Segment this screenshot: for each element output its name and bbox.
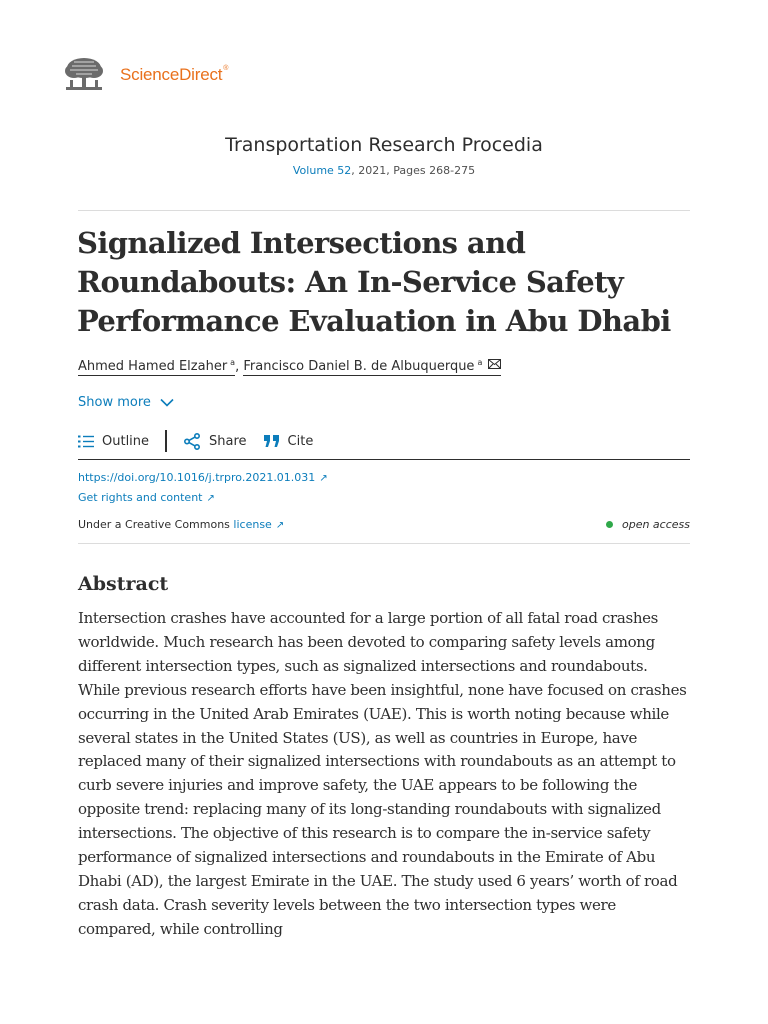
top-divider — [78, 210, 690, 211]
author-2[interactable]: Francisco Daniel B. de Albuquerque $^a$ — [243, 359, 501, 376]
cite-label: Cite — [287, 433, 314, 449]
toolbar-rule — [78, 459, 690, 460]
author-1[interactable]: Ahmed Hamed Elzaher $^a$ — [78, 358, 236, 375]
show-more-button[interactable] — [78, 395, 174, 410]
quote-icon — [264, 435, 280, 447]
share-icon — [183, 433, 201, 450]
article-toolbar — [78, 430, 313, 452]
external-arrow-icon: ↗ — [319, 473, 328, 484]
share-label: Share — [209, 433, 247, 449]
toolbar-divider — [165, 430, 167, 452]
journal-title[interactable]: Transportation Research Procedia — [225, 134, 543, 156]
chevron-down-icon — [160, 398, 174, 407]
outline-button[interactable] — [78, 434, 149, 449]
license-info — [78, 518, 284, 531]
share-button[interactable] — [183, 433, 247, 450]
volume-link[interactable]: Volume 52 — [292, 164, 352, 177]
issue-details: , 2021, Pages 268-275 — [351, 164, 476, 177]
author-list: Ahmed Hamed Elzaher $^a$, Francisco Daniel B. de Albuquerque $^a$ — [78, 358, 501, 374]
open-access-label: open access — [621, 518, 690, 531]
header-bottom-divider — [78, 543, 690, 544]
elsevier-tree-logo — [62, 56, 106, 94]
article-title: Signalized Intersections and Roundabouts: An In-Service Safety Performance Evaluation in Abu Dhabi — [77, 226, 671, 338]
mail-icon[interactable] — [488, 359, 501, 369]
license-link[interactable]: license ↗ — [233, 518, 285, 531]
list-icon — [78, 435, 94, 448]
open-access-badge — [606, 518, 690, 531]
doi-link[interactable]: https://doi.org/10.1016/j.trpro.2021.01.031 ↗ — [78, 471, 328, 484]
outline-label: Outline — [102, 433, 150, 449]
external-arrow-icon: ↗ — [206, 493, 215, 504]
abstract-text: Intersection crashes have accounted for a large portion of all fatal road crashes worldwide. Much research has been devoted to comparing safety levels among different intersection types, such as signalized intersections and roundabouts. While previous research efforts have been insightful, none have focused on crashes occurring in the United Arab Emirates (UAE). This is worth noting because while several states in the United States (US), as well as countries in Europe, have replaced many of their signalized intersections with roundabouts as an attempt to curb severe injuries and improve safety, the UAE appears to be following the opposite trend: replacing many of its long-standing roundabouts with signalized intersections. The objective of this research is to compare the in-service safety performance of signalized intersections and roundabouts in the Emirate of Abu Dhabi (AD), the largest Emirate in the UAE. The study used 6 years’ worth of road crash data. Crash severity levels between the two intersection types were compared, while controlling — [78, 609, 687, 938]
abstract-heading: Abstract — [78, 573, 169, 595]
brand-name: ScienceDirect® — [120, 65, 229, 84]
show-more-label: Show more — [78, 395, 151, 410]
cite-button[interactable] — [264, 434, 314, 449]
sciencedirect-logo[interactable] — [62, 56, 228, 94]
issue-info — [0, 164, 768, 177]
license-prefix: Under a Creative Commons — [78, 518, 230, 531]
rights-link[interactable]: Get rights and content ↗ — [78, 491, 215, 504]
external-arrow-icon: ↗ — [275, 520, 285, 531]
open-access-dot-icon — [606, 521, 613, 528]
